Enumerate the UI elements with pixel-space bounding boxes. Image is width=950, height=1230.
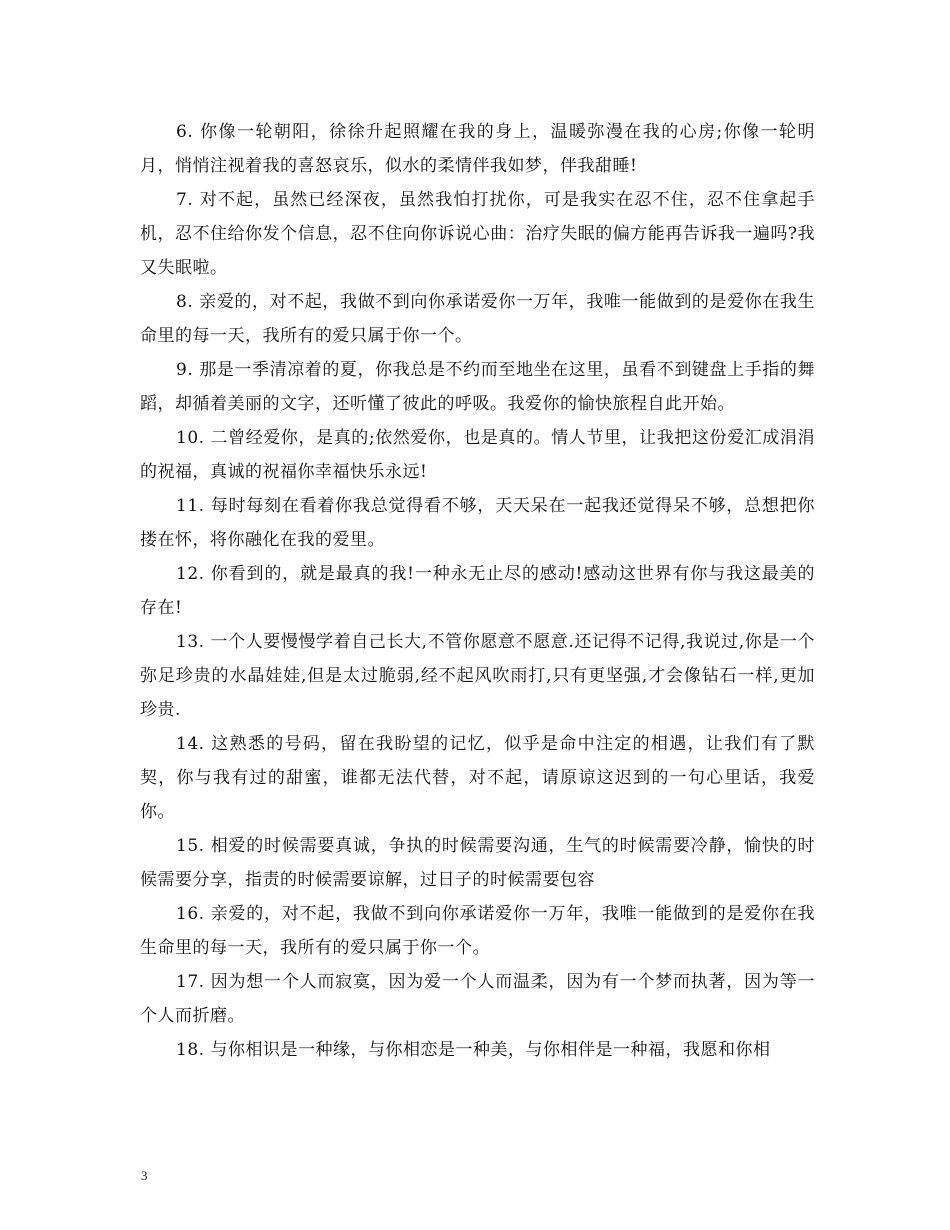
paragraph-16: 16. 亲爱的，对不起，我做不到向你承诺爱你一万年，我唯一能做到的是爱你在我生命里的每一天，我所有的爱只属于你一个。 [140,904,815,958]
document-body [140,115,815,1067]
paragraph-6: 6. 你像一轮朝阳，徐徐升起照耀在我的身上，温暖弥漫在我的心房;你像一轮明月，悄悄注视着我的喜怒哀乐，似水的柔情伴我如梦，伴我甜睡! [140,122,815,176]
page-number: 3 [141,1168,148,1183]
paragraph-7: 7. 对不起，虽然已经深夜，虽然我怕打扰你，可是我实在忍不住，忍不住拿起手机，忍不住给你发个信息，忍不住向你诉说心曲：治疗失眠的偏方能再告诉我一遍吗?我又失眠啦。 [140,190,815,278]
paragraph-11: 11. 每时每刻在看着你我总觉得看不够，天天呆在一起我还觉得呆不够，总想把你搂在怀，将你融化在我的爱里。 [140,496,815,550]
paragraph-9: 9. 那是一季清凉着的夏，你我总是不约而至地坐在这里，虽看不到键盘上手指的舞蹈，却循着美丽的文字，还听懂了彼此的呼吸。我爱你的愉快旅程自此开始。 [140,360,815,414]
paragraph-8: 8. 亲爱的，对不起，我做不到向你承诺爱你一万年，我唯一能做到的是爱你在我生命里的每一天，我所有的爱只属于你一个。 [140,292,815,346]
paragraph-12: 12. 你看到的，就是最真的我!一种永无止尽的感动!感动这世界有你与我这最美的存在! [140,564,815,618]
paragraph-17: 17. 因为想一个人而寂寞，因为爱一个人而温柔，因为有一个梦而执著，因为等一个人而折磨。 [140,972,815,1026]
paragraph-18: 18. 与你相识是一种缘，与你相恋是一种美，与你相伴是一种福，我愿和你相 [176,1040,771,1060]
paragraph-14: 14. 这熟悉的号码，留在我盼望的记忆，似乎是命中注定的相遇，让我们有了默契，你与我有过的甜蜜，谁都无法代替，对不起，请原谅这迟到的一句心里话，我爱你。 [140,734,815,822]
paragraph-15: 15. 相爱的时候需要真诚，争执的时候需要沟通，生气的时候需要冷静，愉快的时候需要分享，指责的时候需要谅解，过日子的时候需要包容 [140,836,815,890]
paragraph-13: 13. 一个人要慢慢学着自己长大,不管你愿意不愿意.还记得不记得,我说过,你是一个弥足珍贵的水晶娃娃,但是太过脆弱,经不起风吹雨打,只有更坚强,才会像钻石一样,更加珍贵. [140,632,815,720]
paragraph-10: 10. 二曾经爱你，是真的;依然爱你，也是真的。情人节里，让我把这份爱汇成涓涓的祝福，真诚的祝福你幸福快乐永远! [140,428,815,482]
